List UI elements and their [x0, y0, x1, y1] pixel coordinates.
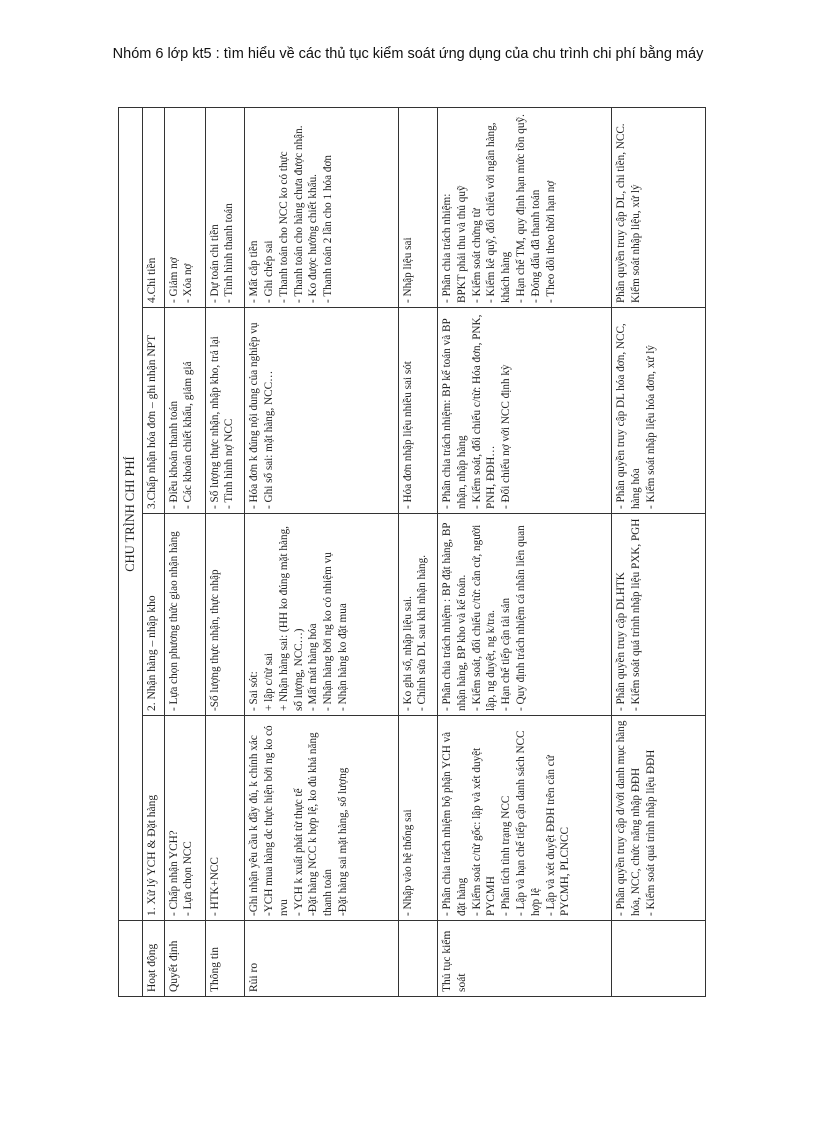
table-cell	[164, 107, 205, 307]
cell-line: - Phân quyền truy cập d/với danh mục hàng hóa, NCC, chức năng nhập ĐĐH	[615, 720, 642, 916]
cell-line: - Ghi sổ sai: mặt hàng, NCC…	[263, 370, 276, 509]
cell-line: - Xóa nợ	[182, 263, 195, 303]
cell-line: - Phân chia trách nhiệm : BP đặt hàng, BP nhận hàng, BP kho và kế toán.	[441, 522, 468, 711]
table-cell	[164, 716, 205, 921]
cell-line: - Kiểm soát quá trình nhập liệu ĐĐH	[644, 749, 657, 916]
table-cell	[612, 107, 706, 307]
cell-line: - Kiểm soát, đối chiếu c/từ: căn cứ, người lập, ng duyệt, ng k/tra.	[470, 524, 498, 711]
cell-line: BPKT phải thu và thủ quỹ	[455, 185, 468, 303]
cell-line: - Phân chia trách nhiệm: BP kế toán và BP nhận, nhập hàng	[441, 318, 468, 509]
table-cell	[245, 716, 398, 921]
table-cell	[438, 308, 612, 514]
cell-line: -Đặt hàng sai mặt hàng, số lượng	[336, 767, 349, 916]
table-cell	[245, 514, 398, 716]
cell-line: - Nhận hàng ko đặt mua	[336, 603, 349, 711]
cell-line: - Hạn chế tiếp cận tài sản	[500, 597, 513, 711]
cell-line: - Tình hình nợ NCC	[223, 418, 236, 509]
column-header-1: 1. Xử lý YCH & Đặt hàng	[142, 716, 164, 921]
table-cell	[398, 716, 438, 921]
cell-line: - Thanh toán cho NCC ko có thực	[277, 151, 290, 303]
table-cell	[205, 514, 245, 716]
cell-line: - Lựa chọn NCC	[182, 841, 195, 916]
cell-line: - Giảm nợ	[167, 257, 180, 303]
row-header: Quyết định	[164, 921, 205, 997]
cell-line: - Phân chia trách nhiệm bộ phận YCH và đặt hàng	[441, 731, 468, 916]
cell-line: - Đóng dấu đã thanh toán	[529, 189, 542, 303]
corner-header: Hoạt động	[142, 921, 164, 997]
column-header-4: 4.Chi tiền	[142, 107, 164, 307]
table-cell	[245, 107, 398, 307]
row-header	[398, 921, 438, 997]
table-cell	[164, 514, 205, 716]
rotated-table	[118, 108, 706, 997]
cell-line: - Ko được hưởng chiết khấu.	[307, 174, 320, 303]
table-cell	[245, 308, 398, 514]
cell-line: + lập c/từ sai	[263, 652, 276, 711]
table-cell	[438, 107, 612, 307]
table-row	[438, 107, 612, 996]
cell-line: - Các khoản chiết khấu, giảm giá	[182, 361, 195, 509]
cell-line: -Đặt hàng NCC k hợp lệ, ko đủ khả năng thanh toán	[307, 732, 335, 916]
page-header: Nhóm 6 lớp kt5 : tìm hiểu về các thủ tục kiểm soát ứng dụng của chu trình chi phí bằng máy	[112, 46, 704, 62]
cell-line: - Sai sót:	[248, 671, 261, 711]
expense-cycle-table	[118, 107, 706, 997]
table-cell	[612, 514, 706, 716]
table-cell	[438, 716, 612, 921]
cell-line: - Hóa đơn k đúng nội dung của nghiệp vụ	[248, 322, 261, 509]
cell-line: - Nhận hàng bởi ng ko có nhiệm vụ	[322, 552, 335, 711]
cell-line: - Hạn chế TM, quy định hạn mức tồn quỹ.	[515, 114, 528, 303]
cell-line: - Chấp nhận YCH?	[167, 830, 180, 916]
cell-line: - Chỉnh sửa DL sau khi nhận hàng.	[416, 554, 429, 711]
cell-line: - Thanh toán 2 lần cho 1 hóa đơn	[322, 154, 335, 303]
cell-line: - Phân quyền truy cập DL hóa đơn, NCC, hàng hóa	[615, 323, 642, 509]
cell-line: - Thanh toán cho hàng chưa được nhận.	[292, 125, 305, 303]
cell-line: - Dự toán chi tiền	[208, 224, 221, 303]
cell-line: - Ko ghi sổ, nhập liệu sai.	[401, 596, 414, 711]
cell-line: - Kiểm soát nhập liệu hóa đơn, xử lý	[644, 345, 657, 509]
cell-line: - Phân chia trách nhiệm:	[441, 193, 454, 303]
cell-line: - Kiểm kê quỹ, đối chiếu với ngân hàng, khách hàng	[485, 122, 513, 303]
cell-line: - Kiểm soát c/từ gốc: lập và xét duyệt PYCMH	[470, 747, 498, 916]
cell-line: - HTK+NCC	[208, 857, 221, 916]
table-cell	[398, 107, 438, 307]
table-cell	[438, 514, 612, 716]
table-row	[205, 107, 245, 996]
cell-line: - Đối chiếu nợ với NCC định kỳ	[500, 364, 513, 509]
rotated-table-container	[118, 108, 706, 997]
table-cell	[205, 308, 245, 514]
table-cell	[398, 308, 438, 514]
cell-line: - Mất cắp tiền	[248, 240, 261, 303]
column-header-2: 2. Nhận hàng – nhập kho	[142, 514, 164, 716]
cell-line: -Số lượng thực nhận, thực nhập	[208, 569, 221, 711]
cell-line: Phân quyền truy cập DL, chi tiền, NCC.	[615, 123, 628, 303]
cell-line: - Nhập liệu sai	[401, 237, 414, 303]
cell-line: - Quy định trách nhiệm cá nhân liên quan	[515, 525, 528, 711]
cell-line: - Lập và xét duyệt ĐĐH trên căn cứ PYCMH, PLCNCC	[544, 755, 572, 916]
table-row	[164, 107, 205, 996]
cell-line: - Nhập vào hệ thống sai	[401, 809, 414, 916]
table-title: CHU TRÌNH CHI PHÍ	[119, 107, 143, 920]
table-title-spacer	[119, 921, 143, 997]
table-row	[398, 107, 438, 996]
table-cell	[205, 716, 245, 921]
cell-line: - Số lượng thực nhận, nhập kho, trả lại	[208, 336, 221, 509]
row-header	[612, 921, 706, 997]
cell-line: - Tình hình thanh toán	[223, 203, 236, 303]
cell-line: - Theo dõi theo thời hạn nợ	[544, 180, 557, 303]
cell-line: + Nhận hàng sai: (HH ko đúng mặt hàng, số lượng, NCC…)	[277, 526, 305, 711]
cell-line: - Phân quyền truy cập DLHTK	[615, 572, 628, 711]
cell-line: - Phân tích tình trạng NCC	[500, 795, 513, 916]
table-row	[612, 107, 706, 996]
cell-line: -Ghi nhận yêu cầu k đầy đủ, k chính xác	[248, 735, 261, 916]
cell-line: - Hóa đơn nhập liệu nhiều sai sót	[401, 361, 414, 509]
table-cell	[205, 107, 245, 307]
table-cell	[398, 514, 438, 716]
cell-line: Kiểm soát nhập liệu, xử lý	[629, 184, 642, 303]
cell-line: - YCH k xuất phát từ thực tế	[292, 788, 305, 916]
table-cell	[164, 308, 205, 514]
cell-line: - Mất mát hàng hóa	[307, 623, 320, 711]
cell-line: - Kiểm soát, đối chiếu c/từ: Hóa đơn, PNK, PNH, ĐĐH…	[470, 314, 498, 509]
table-row	[245, 107, 398, 996]
table-cell	[612, 308, 706, 514]
cell-line: - Kiểm soát chứng từ	[470, 208, 483, 303]
row-header: Rủi ro	[245, 921, 398, 997]
row-header: Thông tin	[205, 921, 245, 997]
cell-line: - Lập và hạn chế tiếp cận danh sách NCC hợp lệ	[515, 730, 542, 916]
cell-line: - Lựa chọn phương thức giao nhận hàng	[167, 531, 180, 711]
column-header-3: 3.Chấp nhận hóa đơn – ghi nhận NPT	[142, 308, 164, 514]
cell-line: - Ghi chép sai	[263, 240, 276, 303]
cell-line: -YCH mua hàng dc thực hiện bởi ng ko có nvu	[263, 725, 290, 916]
cell-line: - Kiểm soát quá trình nhập liệu PXK, PGH	[629, 518, 642, 711]
table-cell	[612, 716, 706, 921]
cell-line: - Điều khoản thanh toán	[167, 400, 180, 509]
row-header: Thủ tục kiểm soát	[438, 921, 612, 997]
